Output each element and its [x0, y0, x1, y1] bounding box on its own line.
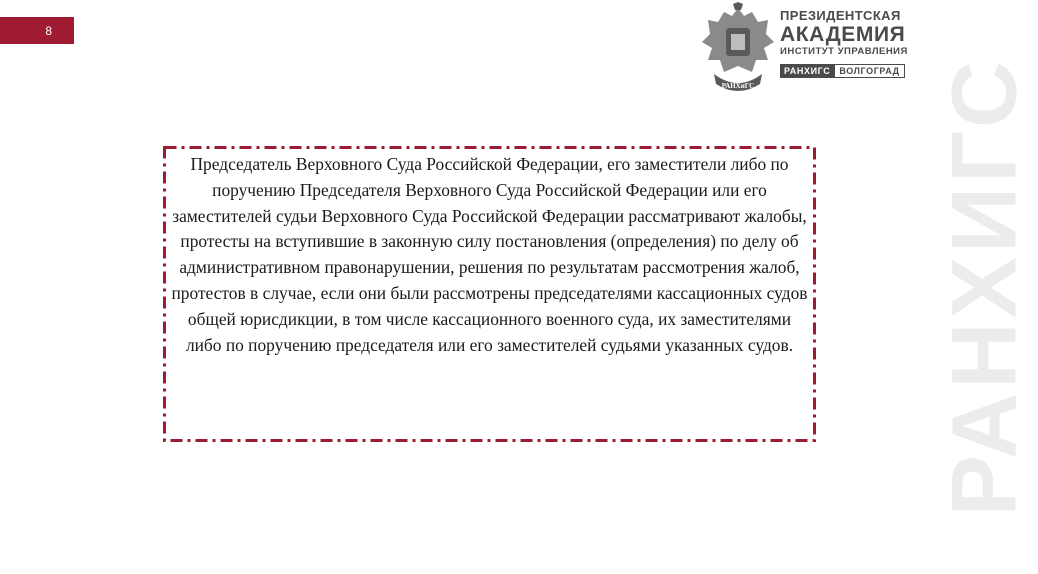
emblem-text: РАНХиГС — [721, 82, 755, 90]
text-frame — [163, 146, 816, 442]
logo-tags — [780, 64, 924, 78]
watermark-text: РАНХИГС — [933, 57, 1036, 517]
emblem-icon — [700, 2, 776, 98]
logo-text — [780, 8, 924, 78]
logo-tag-ranepa: РАНХИГС — [780, 64, 834, 78]
logo-line-1: ПРЕЗИДЕНТСКАЯ — [780, 8, 901, 23]
logo-tag-city: ВОЛГОГРАД — [834, 64, 904, 78]
slide-number-badge — [0, 17, 74, 44]
main-text: Председатель Верховного Суда Российской Федерации, его заместители либо по поручению Председателя Верховного Суда Российской Федерации или его заместителей судьи Верховного Суда Российской Федерации рассматривают жалобы, протесты на вступившие в законную силу постановления (определения) по делу об административном правонарушении, решения по результатам рассмотрения жалоб, протестов в случае, если они были рассмотрены председателями кассационных судов общей юрисдикции, в том числе кассационного военного суда, их заместителями либо по поручению председателя или его заместителей судьями указанных судов. — [171, 154, 808, 355]
slide-number: 8 — [45, 23, 52, 38]
logo-line-2: АКАДЕМИЯ — [780, 23, 906, 46]
watermark — [933, 0, 1036, 574]
academy-logo — [700, 2, 924, 98]
logo-line-3: ИНСТИТУТ УПРАВЛЕНИЯ — [780, 46, 908, 57]
